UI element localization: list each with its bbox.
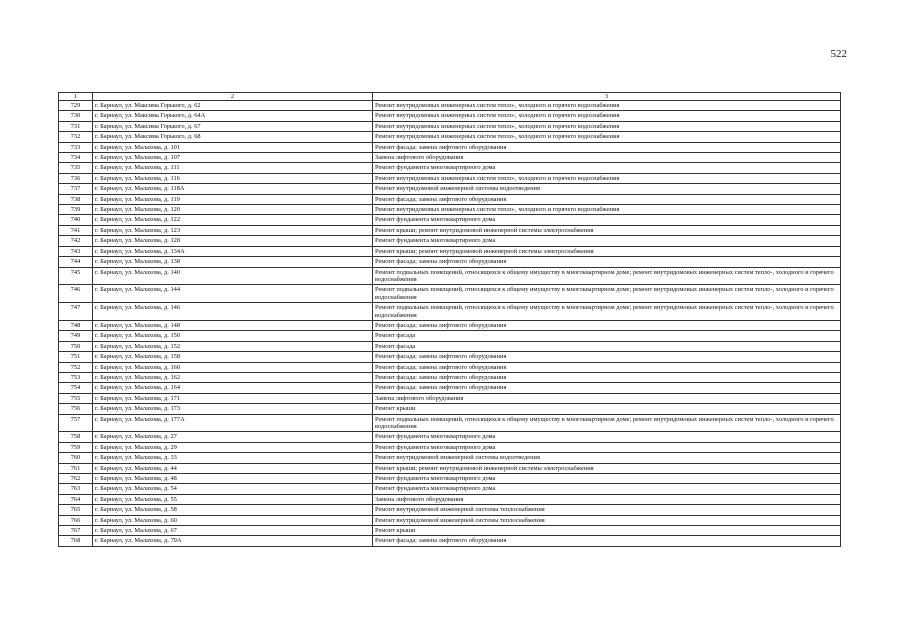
row-works: Ремонт внутридомовых инженерных систем тепло-, холодного и горячего водоснабжения — [373, 173, 841, 183]
table-row — [59, 494, 841, 504]
row-address: г. Барнаул, ул. Малахова, д. 54 — [93, 484, 373, 494]
row-number: 768 — [59, 536, 93, 546]
table-row — [59, 121, 841, 131]
row-works: Ремонт внутридомовых инженерных систем тепло-, холодного и горячего водоснабжения — [373, 205, 841, 215]
row-number: 740 — [59, 215, 93, 225]
table-row — [59, 442, 841, 452]
row-works: Ремонт фундамента многоквартирного дома — [373, 484, 841, 494]
table-row — [59, 153, 841, 163]
row-number: 737 — [59, 184, 93, 194]
row-address: г. Барнаул, ул. Малахова, д. 116 — [93, 173, 373, 183]
table-row — [59, 463, 841, 473]
row-works: Ремонт подвальных помещений, относящихся к общему имуществу в многоквартирном доме; ремонт внутридомовых инженерных систем тепло-, холодного и горячего водоснабжения — [373, 285, 841, 303]
row-works: Ремонт внутридомовой инженерной системы теплоснабжения — [373, 515, 841, 525]
table-row — [59, 184, 841, 194]
row-works: Ремонт внутридомовой инженерной системы водоотведения — [373, 184, 841, 194]
row-works: Замена лифтового оборудования — [373, 153, 841, 163]
row-number: 747 — [59, 303, 93, 321]
table-row — [59, 432, 841, 442]
row-address: г. Барнаул, ул. Малахова, д. 119 — [93, 194, 373, 204]
row-number: 743 — [59, 246, 93, 256]
row-address: г. Барнаул, ул. Малахова, д. 134А — [93, 246, 373, 256]
row-address: г. Барнаул, ул. Малахова, д. 55 — [93, 494, 373, 504]
table-row — [59, 257, 841, 267]
row-address: г. Барнаул, ул. Малахова, д. 177А — [93, 414, 373, 432]
table-row — [59, 132, 841, 142]
row-number: 753 — [59, 372, 93, 382]
table-row — [59, 515, 841, 525]
row-address: г. Барнаул, ул. Малахова, д. 152 — [93, 341, 373, 351]
row-works: Ремонт внутридомовой инженерной системы теплоснабжения — [373, 505, 841, 515]
row-address: г. Барнаул, ул. Малахова, д. 148 — [93, 320, 373, 330]
row-address: г. Барнаул, ул. Малахова, д. 118А — [93, 184, 373, 194]
row-address: г. Барнаул, ул. Малахова, д. 150 — [93, 331, 373, 341]
row-address: г. Барнаул, ул. Малахова, д. 144 — [93, 285, 373, 303]
row-works: Ремонт фундамента многоквартирного дома — [373, 163, 841, 173]
row-address: г. Барнаул, ул. Малахова, д. 27 — [93, 432, 373, 442]
row-works: Ремонт подвальных помещений, относящихся к общему имуществу в многоквартирном доме; ремонт внутридомовых инженерных систем тепло-, холодного и горячего водоснабжения — [373, 303, 841, 321]
row-address: г. Барнаул, ул. Малахова, д. 111 — [93, 163, 373, 173]
column-header: 1 — [59, 93, 93, 101]
row-number: 754 — [59, 383, 93, 393]
row-address: г. Барнаул, ул. Малахова, д. 122 — [93, 215, 373, 225]
row-number: 745 — [59, 267, 93, 285]
table-row — [59, 484, 841, 494]
row-works: Ремонт внутридомовых инженерных систем тепло-, холодного и горячего водоснабжения — [373, 101, 841, 111]
table-row — [59, 205, 841, 215]
row-address: г. Барнаул, ул. Максима Горького, д. 67 — [93, 121, 373, 131]
row-number: 765 — [59, 505, 93, 515]
row-works: Ремонт внутридомовых инженерных систем тепло-, холодного и горячего водоснабжения — [373, 132, 841, 142]
row-number: 750 — [59, 341, 93, 351]
row-number: 764 — [59, 494, 93, 504]
row-number: 748 — [59, 320, 93, 330]
row-number: 735 — [59, 163, 93, 173]
table-row — [59, 393, 841, 403]
table-row — [59, 414, 841, 432]
row-works: Ремонт фасада; замена лифтового оборудования — [373, 352, 841, 362]
row-number: 746 — [59, 285, 93, 303]
row-works: Ремонт крыши; ремонт внутридомовой инженерной системы электроснабжения — [373, 463, 841, 473]
row-works: Ремонт фундамента многоквартирного дома — [373, 432, 841, 442]
row-number: 761 — [59, 463, 93, 473]
row-number: 752 — [59, 362, 93, 372]
row-number: 741 — [59, 225, 93, 235]
row-address: г. Барнаул, ул. Малахова, д. 48 — [93, 474, 373, 484]
row-works: Ремонт фасада — [373, 341, 841, 351]
row-works: Ремонт крыши; ремонт внутридомовой инженерной системы электроснабжения — [373, 225, 841, 235]
table-row — [59, 246, 841, 256]
table-row — [59, 341, 841, 351]
row-address: г. Барнаул, ул. Малахова, д. 162 — [93, 372, 373, 382]
row-works: Замена лифтового оборудования — [373, 393, 841, 403]
row-number: 732 — [59, 132, 93, 142]
row-address: г. Барнаул, ул. Малахова, д. 58 — [93, 505, 373, 515]
table-row — [59, 320, 841, 330]
row-number: 730 — [59, 111, 93, 121]
column-header: 3 — [373, 93, 841, 101]
table-row — [59, 194, 841, 204]
row-works: Ремонт фундамента многоквартирного дома — [373, 474, 841, 484]
table-body — [59, 101, 841, 547]
row-address: г. Барнаул, ул. Малахова, д. 120 — [93, 205, 373, 215]
table-row — [59, 267, 841, 285]
row-address: г. Барнаул, ул. Малахова, д. 60 — [93, 515, 373, 525]
row-works: Ремонт фасада; замена лифтового оборудования — [373, 142, 841, 152]
row-number: 755 — [59, 393, 93, 403]
row-number: 729 — [59, 101, 93, 111]
row-number: 766 — [59, 515, 93, 525]
table-row — [59, 372, 841, 382]
table-row — [59, 505, 841, 515]
row-works: Ремонт фасада; замена лифтового оборудования — [373, 383, 841, 393]
table-row — [59, 142, 841, 152]
table-row — [59, 163, 841, 173]
row-address: г. Барнаул, ул. Малахова, д. 171 — [93, 393, 373, 403]
row-address: г. Барнаул, ул. Малахова, д. 67 — [93, 526, 373, 536]
row-works: Ремонт внутридомовых инженерных систем тепло-, холодного и горячего водоснабжения — [373, 121, 841, 131]
table-row — [59, 111, 841, 121]
row-address: г. Барнаул, ул. Малахова, д. 173 — [93, 404, 373, 414]
column-header: 2 — [93, 93, 373, 101]
row-number: 762 — [59, 474, 93, 484]
table-row — [59, 285, 841, 303]
row-number: 757 — [59, 414, 93, 432]
table-row — [59, 453, 841, 463]
row-address: г. Барнаул, ул. Малахова, д. 44 — [93, 463, 373, 473]
table-row — [59, 331, 841, 341]
page-number: 522 — [830, 48, 847, 60]
table-row — [59, 526, 841, 536]
row-number: 758 — [59, 432, 93, 442]
row-works: Ремонт крыши — [373, 404, 841, 414]
row-number: 734 — [59, 153, 93, 163]
row-works: Ремонт крыши; ремонт внутридомовой инженерной системы электроснабжения — [373, 246, 841, 256]
row-works: Ремонт фасада; замена лифтового оборудования — [373, 372, 841, 382]
row-works: Ремонт фундамента многоквартирного дома — [373, 442, 841, 452]
row-address: г. Барнаул, ул. Малахова, д. 164 — [93, 383, 373, 393]
row-works: Ремонт внутридомовых инженерных систем тепло-, холодного и горячего водоснабжения — [373, 111, 841, 121]
row-address: г. Барнаул, ул. Малахова, д. 33 — [93, 453, 373, 463]
row-address: г. Барнаул, ул. Максима Горького, д. 68 — [93, 132, 373, 142]
table-row — [59, 236, 841, 246]
row-number: 738 — [59, 194, 93, 204]
row-number: 736 — [59, 173, 93, 183]
row-number: 742 — [59, 236, 93, 246]
row-address: г. Барнаул, ул. Малахова, д. 101 — [93, 142, 373, 152]
row-works: Ремонт фундамента многоквартирного дома — [373, 236, 841, 246]
row-number: 756 — [59, 404, 93, 414]
table-row — [59, 474, 841, 484]
table-row — [59, 404, 841, 414]
row-works: Ремонт крыши — [373, 526, 841, 536]
row-address: г. Барнаул, ул. Малахова, д. 107 — [93, 153, 373, 163]
row-works: Ремонт внутридомовой инженерной системы водоотведения — [373, 453, 841, 463]
row-address: г. Барнаул, ул. Малахова, д. 29 — [93, 442, 373, 452]
row-number: 751 — [59, 352, 93, 362]
table-row — [59, 173, 841, 183]
row-works: Ремонт подвальных помещений, относящихся к общему имуществу в многоквартирном доме; ремонт внутридомовых инженерных систем тепло-, холодного и горячего водоснабжения — [373, 267, 841, 285]
row-number: 739 — [59, 205, 93, 215]
table-row — [59, 303, 841, 321]
table-row — [59, 362, 841, 372]
row-address: г. Барнаул, ул. Малахова, д. 79А — [93, 536, 373, 546]
row-works: Ремонт фасада; замена лифтового оборудования — [373, 536, 841, 546]
row-address: г. Барнаул, ул. Малахова, д. 140 — [93, 267, 373, 285]
row-number: 744 — [59, 257, 93, 267]
row-works: Ремонт фасада; замена лифтового оборудования — [373, 362, 841, 372]
row-address: г. Барнаул, ул. Малахова, д. 138 — [93, 257, 373, 267]
row-number: 733 — [59, 142, 93, 152]
row-works: Ремонт фасада; замена лифтового оборудования — [373, 194, 841, 204]
table-row — [59, 536, 841, 546]
row-works: Замена лифтового оборудования — [373, 494, 841, 504]
column-number-row — [59, 93, 841, 101]
row-works: Ремонт фундамента многоквартирного дома — [373, 215, 841, 225]
row-address: г. Барнаул, ул. Малахова, д. 128 — [93, 236, 373, 246]
row-number: 767 — [59, 526, 93, 536]
table-row — [59, 101, 841, 111]
table-row — [59, 225, 841, 235]
row-address: г. Барнаул, ул. Малахова, д. 123 — [93, 225, 373, 235]
table-row — [59, 383, 841, 393]
row-works: Ремонт фасада; замена лифтового оборудования — [373, 320, 841, 330]
row-number: 760 — [59, 453, 93, 463]
table-row — [59, 352, 841, 362]
row-address: г. Барнаул, ул. Малахова, д. 146 — [93, 303, 373, 321]
row-number: 749 — [59, 331, 93, 341]
row-address: г. Барнаул, ул. Малахова, д. 158 — [93, 352, 373, 362]
repair-register-table — [58, 92, 841, 547]
table-row — [59, 215, 841, 225]
row-number: 731 — [59, 121, 93, 131]
row-address: г. Барнаул, ул. Максима Горького, д. 62 — [93, 101, 373, 111]
row-works: Ремонт подвальных помещений, относящихся к общему имуществу в многоквартирном доме; ремонт внутридомовых инженерных систем тепло-, холодного и горячего водоснабжения — [373, 414, 841, 432]
row-works: Ремонт фасада — [373, 331, 841, 341]
row-number: 763 — [59, 484, 93, 494]
row-address: г. Барнаул, ул. Максима Горького, д. 64А — [93, 111, 373, 121]
row-works: Ремонт фасада; замена лифтового оборудования — [373, 257, 841, 267]
row-address: г. Барнаул, ул. Малахова, д. 160 — [93, 362, 373, 372]
row-number: 759 — [59, 442, 93, 452]
